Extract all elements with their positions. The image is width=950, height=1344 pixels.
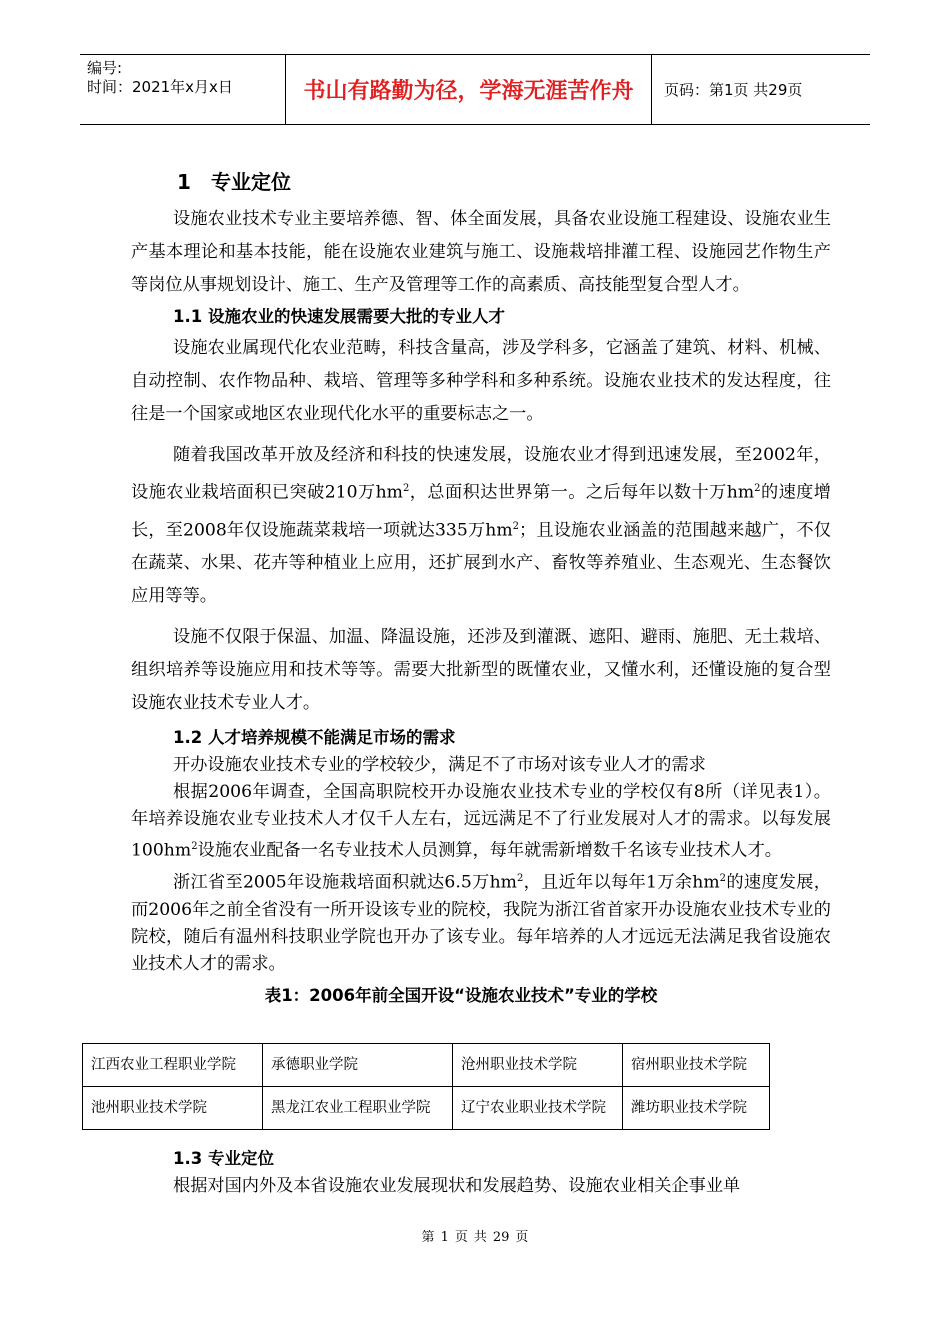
page-header — [80, 54, 870, 125]
paragraph-1-3-a: 根据对国内外及本省设施农业发展现状和发展趋势、设施农业相关企事业单 — [173, 1176, 741, 1196]
time-label: 时间：2021年x月x日 — [87, 78, 233, 96]
table-cell: 黑龙江农业工程职业学院 — [263, 1087, 453, 1130]
section-number: 1 — [177, 170, 191, 194]
table-cell: 潍坊职业技术学院 — [623, 1087, 770, 1130]
paragraph-1-2-b: 根据2006年调查，全国高职院校开办设施农业技术专业的学校仅有8所（详见表1）。年培养设施农业专业技术人才仅千人左右，远远满足不了行业发展对人才的需求。以每发展$100hm^2$设施农业配备一名专业技术人员测算，每年就需新增数千名该专业技术人才。 — [131, 782, 831, 862]
header-meta — [80, 55, 285, 124]
table-cell: 宿州职业技术学院 — [623, 1044, 770, 1087]
paragraph-1-1-b: 随着我国改革开放及经济和科技的快速发展，设施农业才得到迅速发展，至2002年，设施农业栽培面积已突破210万$hm^2$，总面积达世界第一。之后每年以数十万$hm^2$的速度增长，至2008年仅设施蔬菜栽培一项就达335万$hm^2$；且设施农业涵盖的范围越来越广，不仅在蔬菜、水果、花卉等种植业上应用，还扩展到水产、畜牧等养殖业、生态观光、生态餐饮应用等等。 — [131, 445, 831, 607]
table-row — [83, 1087, 770, 1130]
table-cell: 池州职业技术学院 — [83, 1087, 263, 1130]
schools-table — [82, 1043, 770, 1130]
section-heading-1 — [177, 167, 831, 197]
paragraph-1-1-a: 设施农业属现代化农业范畴，科技含量高，涉及学科多，它涵盖了建筑、材料、机械、自动控制、农作物品种、栽培、管理等多种学科和多种系统。设施农业技术的发达程度，往往是一个国家或地区农业现代化水平的重要标志之一。 — [131, 338, 831, 424]
footer-page-number: 1 — [440, 1230, 449, 1245]
document-body — [131, 167, 831, 1014]
paragraph-1-1-c: 设施不仅限于保温、加温、降温设施，还涉及到灌溉、遮阳、避雨、施肥、无土栽培、组织培养等设施应用和技术等等。需要大批新型的既懂农业，又懂水利，还懂设施的复合型设施农业技术专业人才。 — [131, 627, 831, 714]
document-body-continued — [131, 1145, 831, 1200]
subsection-heading-1-1: 1.1 设施农业的快速发展需要大批的专业人才 — [173, 307, 505, 326]
table-cell: 承德职业学院 — [263, 1044, 453, 1087]
paragraph-1-2-c: 浙江省至2005年设施栽培面积就达6.5万$hm^2$，且近年以每年1万余$hm^2$的速度发展，而2006年之前全省没有一所开设该专业的院校，我院为浙江省首家开办设施农业技术专业的院校，随后有温州科技职业学院也开办了该专业。每年培养的人才远远无法满足我省设施农业技术人才的需求。 — [131, 872, 831, 974]
footer-total-pages: 29 — [492, 1230, 510, 1245]
section-intro: 设施农业技术专业主要培养德、智、体全面发展，具备农业设施工程建设、设施农业生产基本理论和基本技能，能在设施农业建筑与施工、设施栽培排灌工程、设施园艺作物生产等岗位从事规划设计、施工、生产及管理等工作的高素质、高技能型复合型人才。 — [131, 209, 831, 295]
table-cell: 沧州职业技术学院 — [453, 1044, 623, 1087]
subsection-heading-1-3: 1.3 专业定位 — [173, 1149, 274, 1168]
table-cell: 辽宁农业职业技术学院 — [453, 1087, 623, 1130]
table-row — [83, 1044, 770, 1087]
page-footer: 第 1 页 共 29 页 — [421, 1230, 529, 1245]
subsection-heading-1-2: 1.2 人才培养规模不能满足市场的需求 — [173, 728, 456, 748]
table-caption: 表1：2006年前全国开设“设施农业技术”专业的学校 — [264, 985, 658, 1005]
paragraph-1-2-a: 开办设施农业技术专业的学校较少，满足不了市场对该专业人才的需求 — [173, 755, 706, 776]
section-title: 专业定位 — [211, 170, 291, 194]
header-motto: 书山有路勤为径，学海无涯苦作舟 — [285, 55, 652, 124]
header-page-info: 页码：第1页 共29页 — [664, 81, 803, 99]
serial-label: 编号: — [87, 59, 123, 77]
table-cell: 江西农业工程职业学院 — [83, 1044, 263, 1087]
